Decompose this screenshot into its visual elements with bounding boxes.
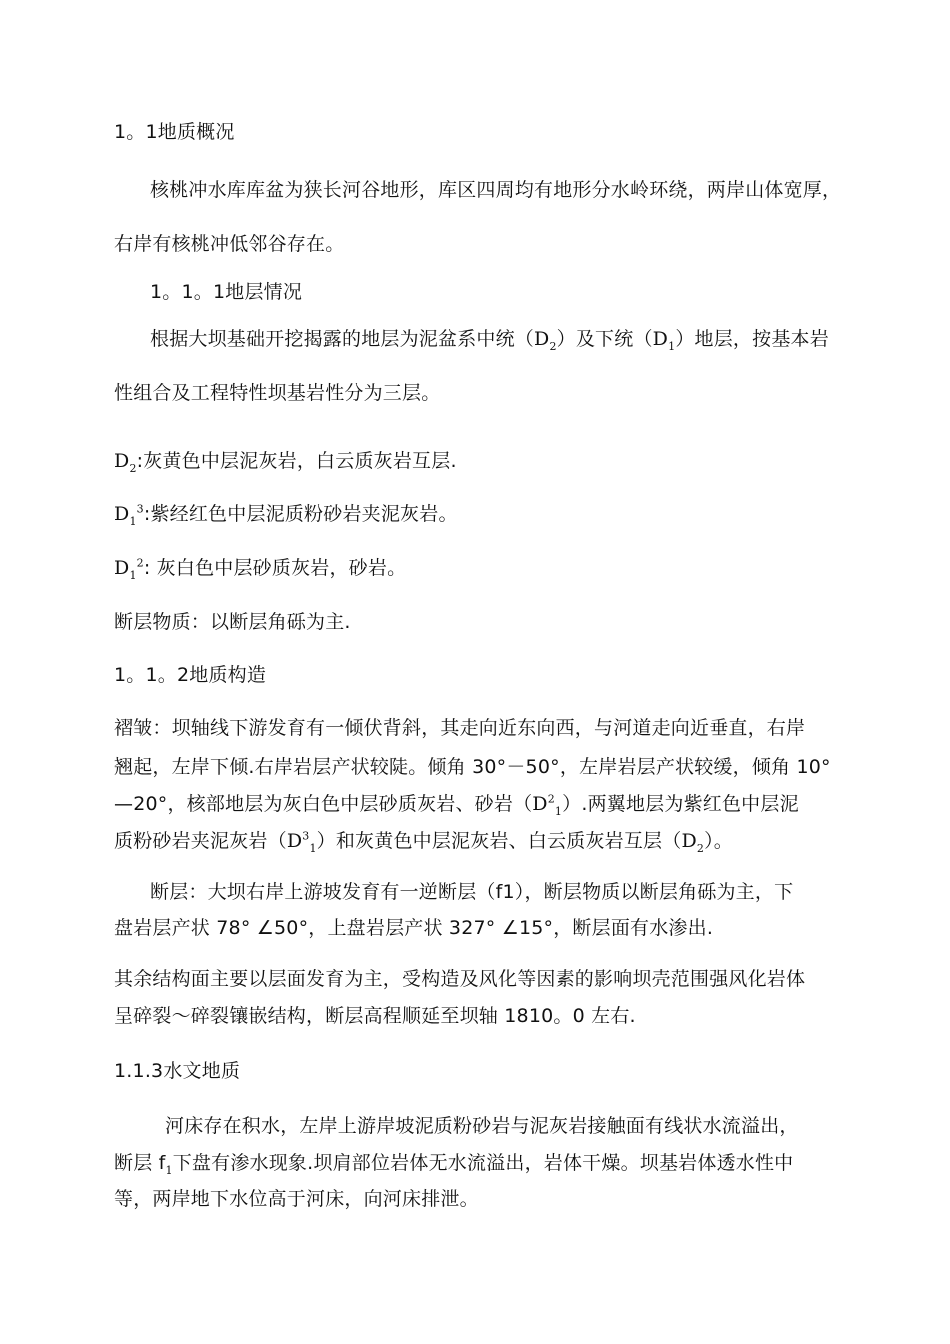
- layer-d2-line: [114, 449, 457, 473]
- fold-paragraph-line-2: 翘起，左岸下倾.右岸岩层产状较陡。倾角 30°－50°，左岸岩层产状较缓，倾角 10°: [114, 756, 831, 778]
- strata-paragraph-line-2: 性组合及工程特性坝基岩性分为三层。: [114, 382, 441, 404]
- fold-l4-text-b: ）和灰黄色中层泥灰岩、白云质灰岩互层（: [316, 830, 682, 852]
- fold-paragraph-line-1: 褶皱：坝轴线下游发育有一倾伏背斜，其走向近东向西，与河道走向近垂直，右岸: [114, 717, 806, 739]
- layer-d13-line: [114, 502, 458, 526]
- fold-l4-text-c: ）。: [704, 830, 734, 852]
- section-heading-1-1-2: 1。1。2地质构造: [114, 664, 267, 686]
- fault-paragraph-line-1: 断层：大坝右岸上游坡发育有一逆断层（f1），断层物质以断层角砾为主，下: [150, 881, 794, 903]
- d13-symbol: $D^3_1$: [286, 829, 317, 855]
- hydro-paragraph-line-3: 等，两岸地下水位高于河床，向河床排泄。: [114, 1188, 479, 1210]
- d2-symbol: $D_2$: [534, 328, 557, 353]
- section-heading-1-1: 1。1地质概况: [114, 121, 235, 143]
- other-structure-line-1: 其余结构面主要以层面发育为主，受构造及风化等因素的影响坝壳范围强风化岩体: [114, 968, 806, 990]
- section-heading-1-1-1: 1。1。1地层情况: [150, 281, 303, 303]
- strata-text-c: ）地层，按基本岩: [675, 328, 829, 350]
- fold-l3-text-b: ）.两翼地层为紫红色中层泥: [562, 793, 799, 815]
- hydro-paragraph-line-1: 河床存在积水，左岸上游岸坡泥质粉砂岩与泥灰岩接触面有线状水流溢出，: [165, 1115, 799, 1137]
- fold-paragraph-line-3: [114, 792, 799, 816]
- layer-d12-symbol: $D_1^2$: [114, 556, 144, 582]
- f1-subscript: 1: [165, 1163, 173, 1177]
- d2-symbol-2: $D_2$: [681, 830, 705, 855]
- overview-paragraph-line-1: 核桃冲水库库盆为狭长河谷地形，库区四周均有地形分水岭环绕，两岸山体宽厚，: [150, 179, 842, 201]
- d12-symbol: $D^2_1$: [532, 792, 563, 818]
- fold-paragraph-line-4: [114, 829, 733, 853]
- hydro-paragraph-line-2: [114, 1151, 793, 1175]
- layer-d13-text: :紫经红色中层泥质粉砂岩夹泥灰岩。: [143, 503, 458, 525]
- fold-l3-text-a: —20°，核部地层为灰白色中层砂质灰岩、砂岩（: [114, 793, 533, 815]
- section-heading-1-1-3: 1.1.3水文地质: [114, 1060, 241, 1082]
- layer-d2-text: :灰黄色中层泥灰岩，白云质灰岩互层.: [136, 450, 457, 472]
- hydro-l2-text-a: 断层 f: [114, 1152, 166, 1174]
- hydro-l2-text-b: 下盘有渗水现象.坝肩部位岩体无水流溢出，岩体干燥。坝基岩体透水性中: [172, 1152, 794, 1174]
- fault-paragraph-line-2: 盘岩层产状 78° ∠50°，上盘岩层产状 327° ∠15°，断层面有水渗出.: [114, 917, 714, 939]
- d1-symbol: $D_1$: [652, 328, 676, 353]
- strata-text-b: ）及下统（: [556, 328, 653, 350]
- layer-d12-text: : 灰白色中层砂质灰岩，砂岩。: [143, 557, 407, 579]
- overview-paragraph-line-2: 右岸有核桃冲低邻谷存在。: [114, 233, 345, 255]
- fault-material-line: 断层物质：以断层角砾为主.: [114, 611, 351, 633]
- other-structure-line-2: 呈碎裂～碎裂镶嵌结构，断层高程顺延至坝轴 1810。0 左右.: [114, 1005, 636, 1027]
- layer-d2-symbol: $D_2$: [114, 450, 137, 475]
- layer-d13-symbol: $D_1^3$: [114, 502, 144, 528]
- strata-text-a: 根据大坝基础开挖揭露的地层为泥盆系中统（: [150, 328, 535, 350]
- strata-paragraph-line-1: [150, 327, 829, 351]
- layer-d12-line: [114, 556, 406, 580]
- fold-l4-text-a: 质粉砂岩夹泥灰岩（: [114, 830, 287, 852]
